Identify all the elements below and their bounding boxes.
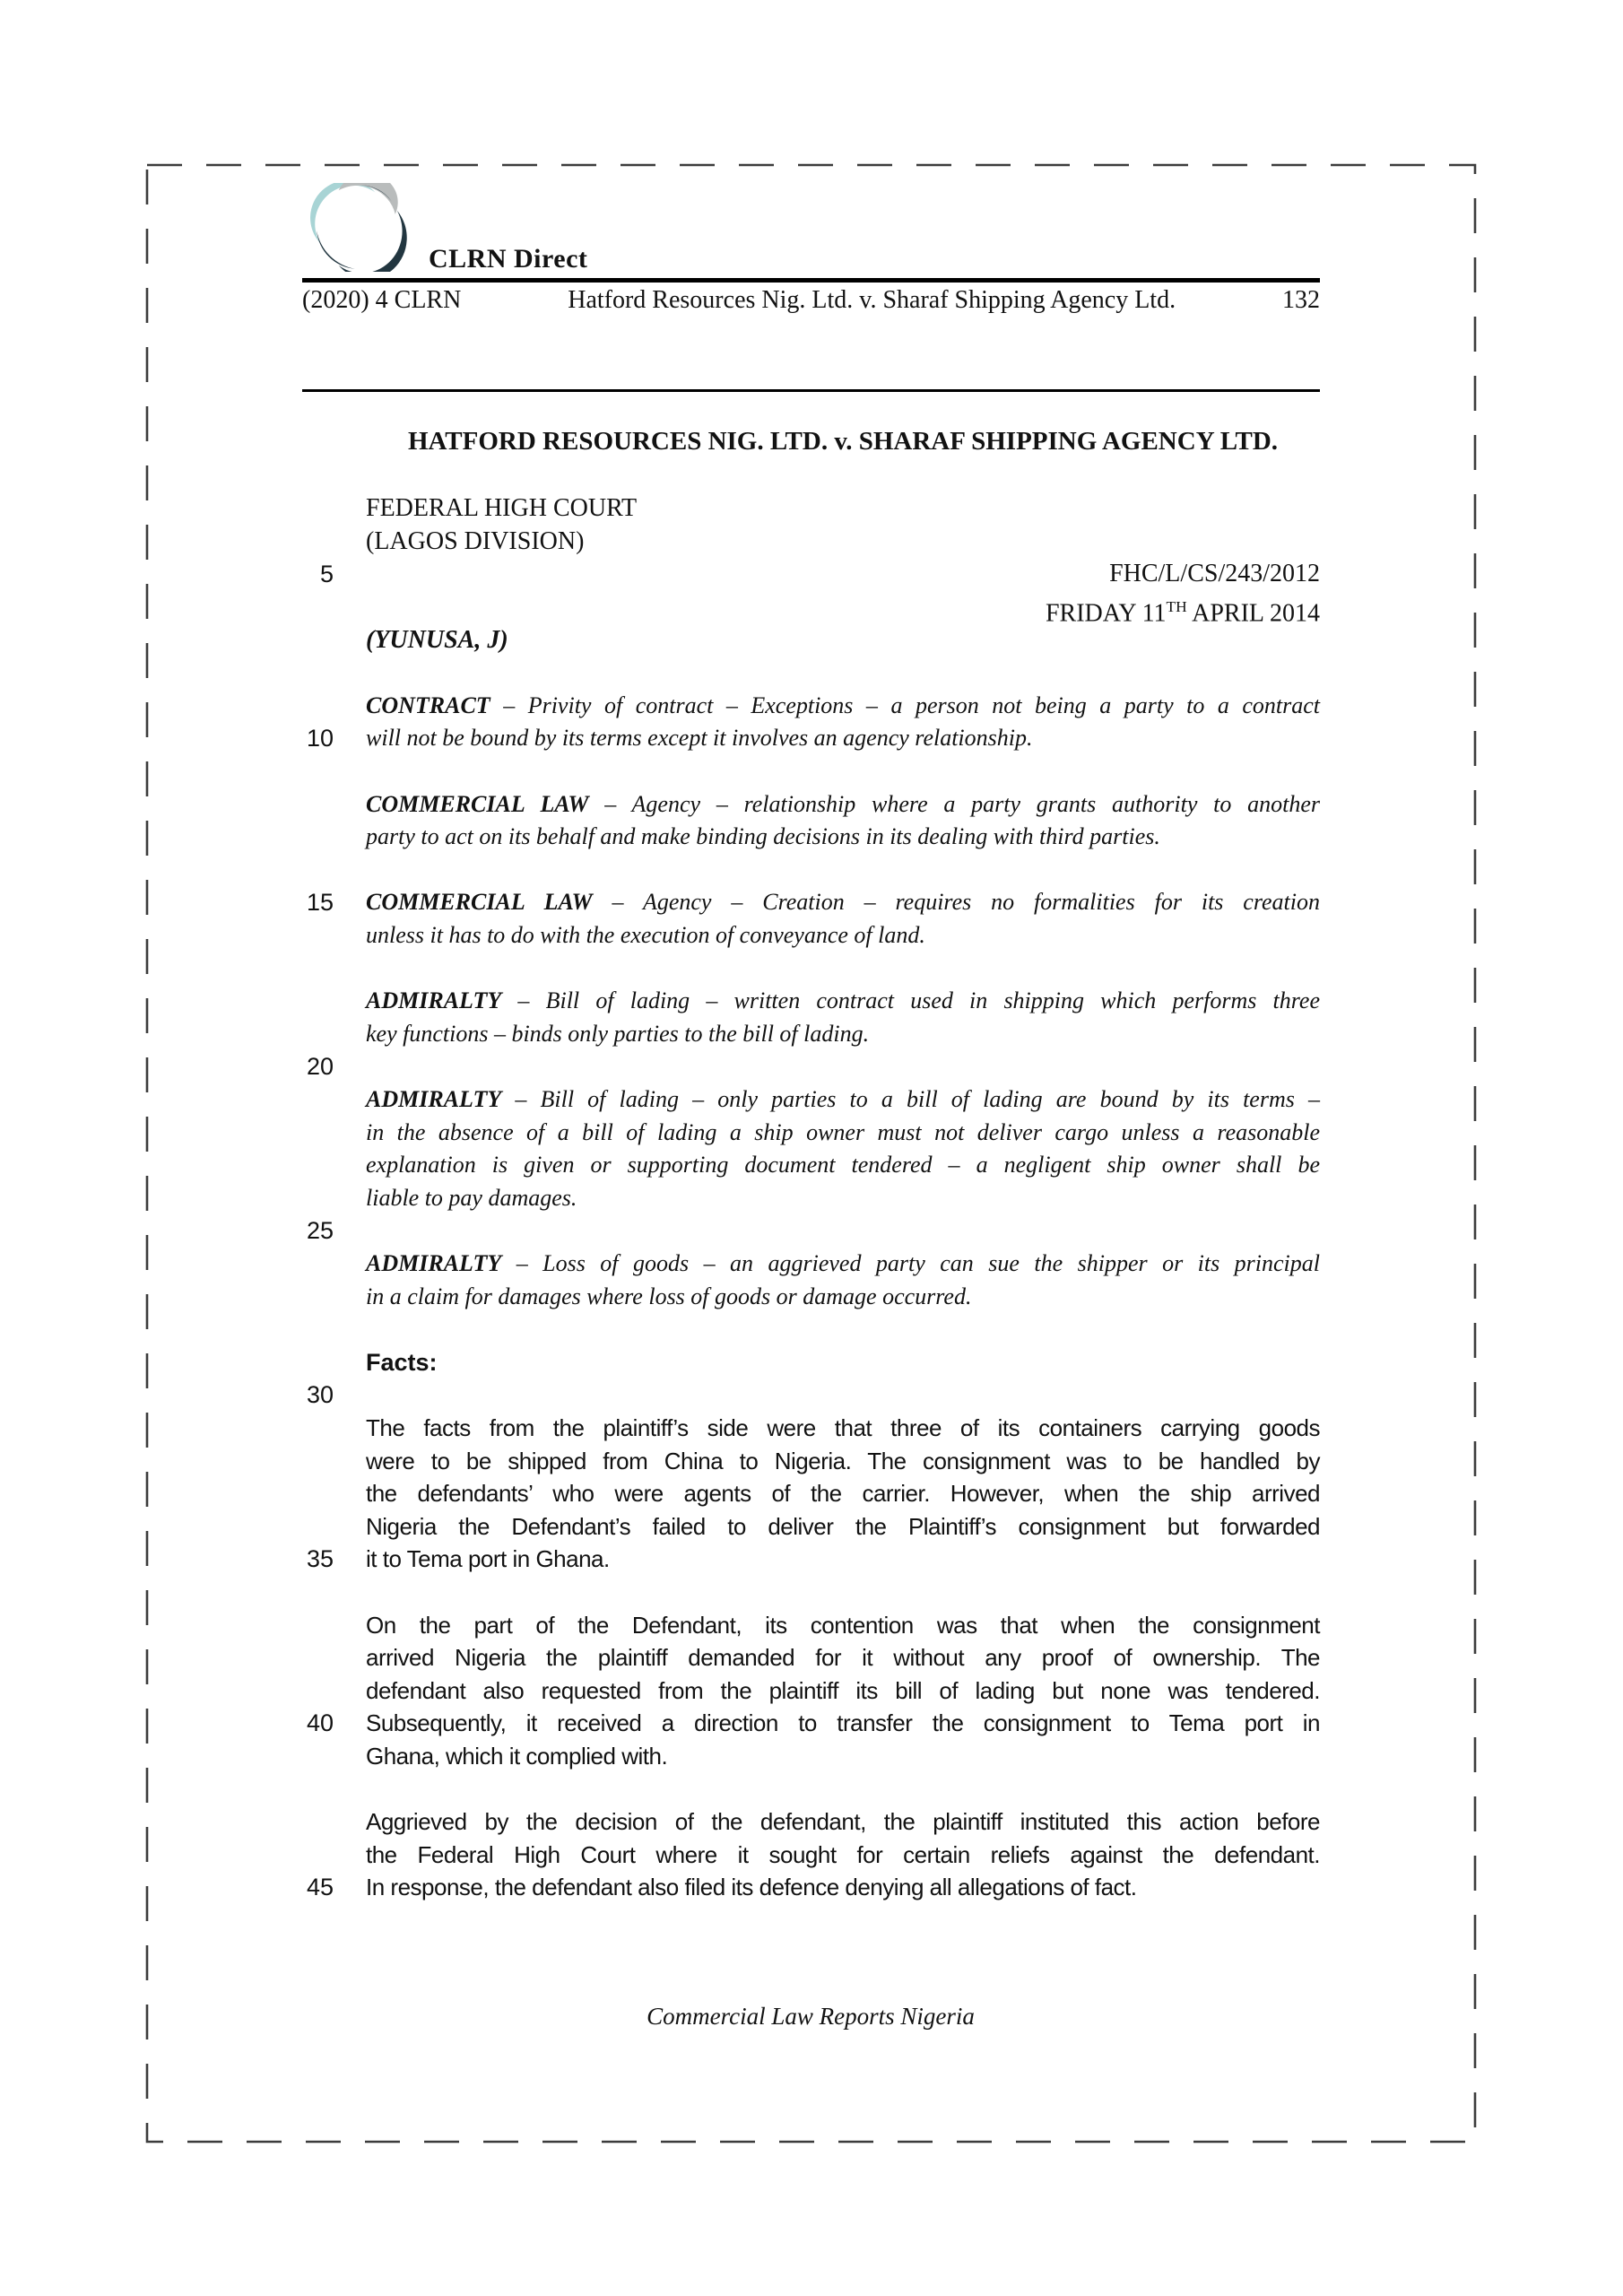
body-column	[366, 0, 1320, 2296]
headnote-line: explanation is given or supporting document tendered – a negligent ship owner shall be	[366, 1152, 1320, 1178]
case-title: HATFORD RESOURCES NIG. LTD. v. SHARAF SHIPPING AGENCY LTD.	[407, 427, 1279, 456]
headnote-label: COMMERCIAL LAW	[366, 889, 593, 916]
line-number-column	[271, 0, 334, 2296]
suit-info-block	[366, 558, 1320, 628]
facts-line: the defendants’ who were agents of the carrier. However, when the ship arrived	[366, 1480, 1320, 1508]
headnote-line: in a claim for damages where loss of goods or damage occurred.	[366, 1283, 972, 1309]
judgment-date: FRIDAY 11TH APRIL 2014	[1045, 597, 1320, 628]
headnote-admiralty-3	[366, 1248, 1320, 1313]
headnote-commercial-law-1	[366, 788, 1320, 854]
facts-line: defendant also requested from the plaintiff its bill of lading but none was tendered.	[366, 1676, 1320, 1704]
headnote-line: ADMIRALTY – Loss of goods – an aggrieved party can sue the shipper or its principal	[366, 1250, 1321, 1276]
headnote-admiralty-1	[366, 985, 1320, 1050]
brand-title: CLRN Direct	[429, 244, 588, 274]
headnote-line: COMMERCIAL LAW – Agency – Creation – requires no formalities for its creation	[366, 889, 1320, 916]
headnote-label: ADMIRALTY	[366, 1250, 502, 1276]
line-number: 30	[306, 1381, 334, 1409]
suit-number: FHC/L/CS/243/2012	[1109, 560, 1320, 588]
citation: (2020) 4 CLRN	[302, 286, 462, 314]
headnote-line: will not be bound by its terms except it involves an agency relationship.	[366, 725, 1033, 752]
footer-publication-name: Commercial Law Reports Nigeria	[647, 2003, 975, 2030]
facts-heading: Facts:	[366, 1348, 438, 1376]
line-number: 15	[306, 889, 334, 917]
court-division: (LAGOS DIVISION)	[366, 526, 585, 555]
headnote-line: COMMERCIAL LAW – Agency – relationship where a party grants authority to another	[366, 790, 1320, 817]
facts-paragraph-3	[366, 1805, 1320, 1904]
facts-line: Subsequently, it received a direction to transfer the consignment to Tema port in	[366, 1709, 1320, 1737]
headnote-line: ADMIRALTY – Bill of lading – written contract used in shipping which performs three	[366, 987, 1320, 1014]
facts-line: were to be shipped from China to Nigeria. The consignment was to be handled by	[366, 1447, 1320, 1474]
facts-paragraph-1	[366, 1412, 1320, 1576]
running-case-name: Hatford Resources Nig. Ltd. v. Sharaf Shipping Agency Ltd.	[568, 286, 1176, 314]
headnote-line: key functions – binds only parties to the bill of lading.	[366, 1020, 870, 1047]
line-number: 40	[306, 1709, 334, 1737]
facts-line: Aggrieved by the decision of the defendant, the plaintiff instituted this action before	[366, 1808, 1320, 1836]
headnote-label: ADMIRALTY	[366, 987, 502, 1014]
court-block	[366, 492, 1320, 558]
facts-line: arrived Nigeria the plaintiff demanded for it without any proof of ownership. The	[366, 1644, 1320, 1672]
facts-line: On the part of the Defendant, its contention was that when the consignment	[366, 1611, 1320, 1639]
headnote-label: CONTRACT	[366, 691, 490, 718]
judge-name: (YUNUSA, J)	[366, 625, 508, 654]
headnote-commercial-law-2	[366, 886, 1320, 952]
line-number: 5	[319, 561, 334, 588]
line-number: 10	[306, 725, 334, 752]
headnote-line: in the absence of a bill of lading a ship owner must not deliver cargo unless a reasonable	[366, 1118, 1320, 1145]
headnote-line: liable to pay damages.	[366, 1184, 577, 1211]
headnote-contract	[366, 690, 1320, 755]
facts-line: it to Tema port in Ghana.	[366, 1545, 610, 1573]
headnote-label: ADMIRALTY	[366, 1086, 502, 1112]
court-name: FEDERAL HIGH COURT	[366, 494, 638, 523]
page-number: 132	[1282, 286, 1320, 314]
facts-line: Nigeria the Defendant’s failed to deliver the Plaintiff’s consignment but forwarded	[366, 1512, 1320, 1540]
date-ordinal: TH	[1166, 597, 1187, 615]
line-number: 35	[306, 1545, 334, 1573]
line-number: 20	[306, 1053, 334, 1081]
headnote-line: CONTRACT – Privity of contract – Exceptions – a person not being a party to a contract	[366, 691, 1321, 718]
facts-paragraph-2	[366, 1609, 1320, 1773]
line-number: 45	[306, 1874, 334, 1901]
headnote-line: party to act on its behalf and make binding decisions in its dealing with third parties.	[366, 823, 1160, 850]
line-number: 25	[306, 1217, 334, 1245]
headnote-label: COMMERCIAL LAW	[366, 790, 589, 817]
headnote-line: ADMIRALTY – Bill of lading – only parties to a bill of lading are bound by its terms –	[366, 1086, 1320, 1112]
facts-line: Ghana, which it complied with.	[366, 1742, 668, 1770]
headnote-line: unless it has to do with the execution of conveyance of land.	[366, 921, 925, 948]
facts-line: In response, the defendant also filed its defence denying all allegations of fact.	[366, 1874, 1137, 1901]
facts-line: the Federal High Court where it sought for certain reliefs against the defendant.	[366, 1840, 1320, 1868]
facts-line: The facts from the plaintiff’s side were that three of its containers carrying goods	[366, 1414, 1320, 1441]
headnote-admiralty-2	[366, 1083, 1320, 1214]
